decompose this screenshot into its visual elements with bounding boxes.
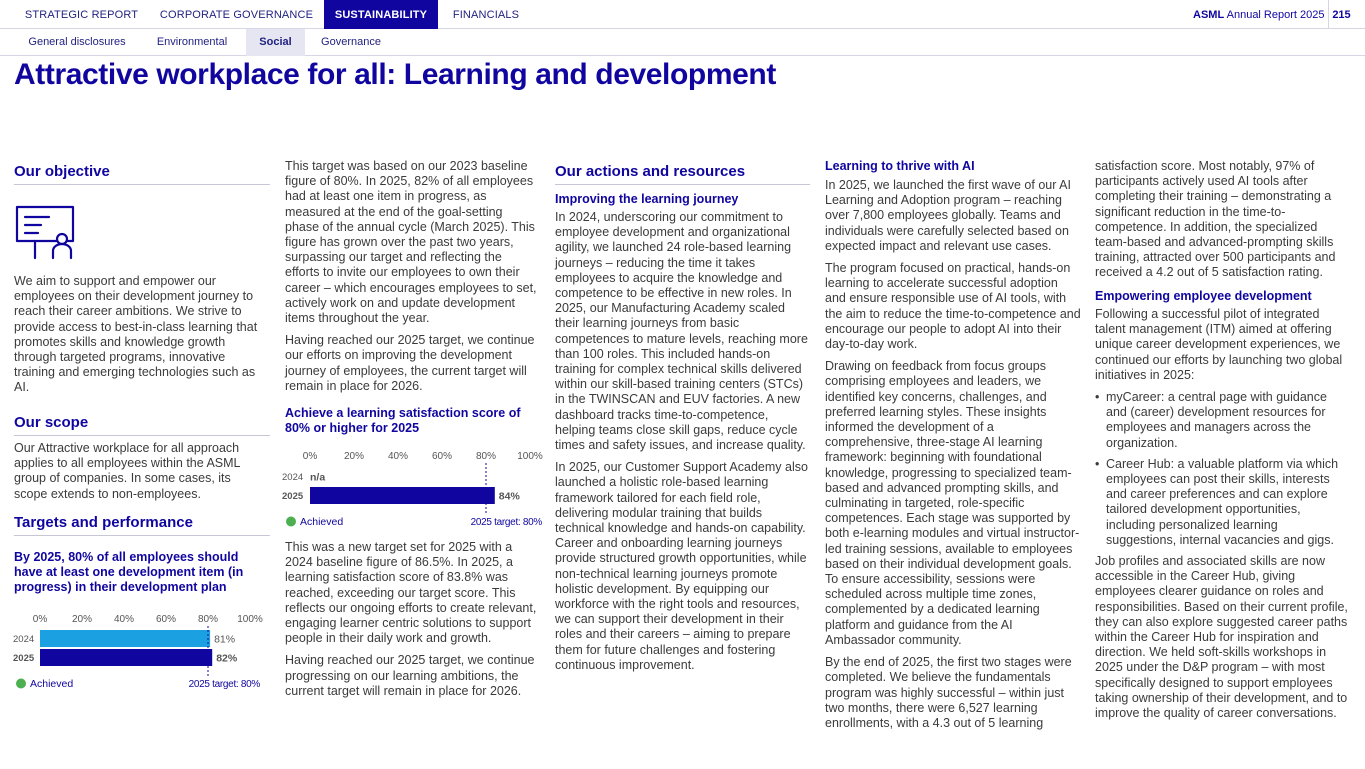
tick-label: 100% bbox=[517, 451, 543, 462]
objective-text: We aim to support and empower our employees on their development journey to reach their career ambitions. We strive to provide access to best-in-class learning that promotes skills and knowledge growth through targeted programs, innovative training and emerging technologies such as AI. bbox=[14, 274, 258, 395]
subtab-social[interactable]: Social bbox=[246, 29, 305, 56]
bar bbox=[40, 649, 212, 666]
tick-label: 100% bbox=[237, 614, 263, 625]
list-item: • myCareer: a central page with guidance and (career) development resources for employees and managers across the organization. bbox=[1095, 390, 1351, 451]
col2-body-2 bbox=[285, 540, 537, 706]
achieved-status-icon bbox=[16, 679, 26, 689]
report-title bbox=[1193, 0, 1324, 29]
col5-paragraph: Following a successful pilot of integrated talent management (ITM) aimed at offering unique career development experiences, we continued our efforts by launching two global initiatives in 2025: bbox=[1095, 307, 1343, 382]
subtab-general-disclosures[interactable]: General disclosures bbox=[28, 36, 126, 48]
col4-paragraph: The program focused on practical, hands-on learning to accelerate successful adoption and ensure responsible use of AI tools, with the aim to reduce the time-to-competence and encourage our people to adopt AI into their day-to-day work. bbox=[825, 261, 1081, 352]
achieved-status-icon bbox=[286, 517, 296, 527]
value-label: n/a bbox=[310, 471, 326, 484]
tab-sustainability[interactable]: SUSTAINABILITY bbox=[324, 0, 438, 29]
target1-title: By 2025, 80% of all employees should have at least one development item (in progress) in their development plan bbox=[14, 550, 244, 594]
category-label: 2024 bbox=[282, 472, 304, 483]
category-label: 2025 bbox=[13, 653, 35, 664]
col5-paragraph: satisfaction score. Most notably, 97% of participants actively used AI tools after completing their training – demonstrating a significant reduction in the time-to-competence. In addition, the specialized team-based and advanced-prompting skills training, attracted over 500 participants and received a 4.2 out of 5 satisfaction rating. bbox=[1095, 159, 1336, 280]
subtab-governance[interactable]: Governance bbox=[321, 36, 381, 48]
list-item: • Career Hub: a valuable platform via which employees can post their skills, interests and career preferences and can explore tailored development opportunities, including personalized learning suggestions, internal vacancies and gigs. bbox=[1095, 457, 1351, 548]
scope-heading: Our scope bbox=[14, 414, 270, 436]
col2-paragraph: This was a new target set for 2025 with a 2024 baseline figure of 86.5%. In 2025, a learning satisfaction score of 83.8% was reached, exceeding our target score. This reflects our ongoing efforts to create relevant, engaging learner centric solutions to support people in their daily work and growth. bbox=[285, 540, 537, 646]
category-label: 2024 bbox=[13, 634, 35, 645]
learning-journey-subheading: Improving the learning journey bbox=[555, 192, 739, 206]
tick-label: 20% bbox=[343, 451, 365, 462]
tick-label: 40% bbox=[113, 614, 135, 625]
col5-paragraph: Job profiles and associated skills are now accessible in the Career Hub, giving employees clearer guidance on roles and responsibilities. Based on their current profile, they can also explore suggested career paths within the Career Hub for inspiration and direction. We held soft-skills workshops in 2025 under the D&P program – with most specifically designed to support employees taking ownership of their development, and to improve the quality of career conversations. bbox=[1095, 554, 1348, 721]
tick-label: 0% bbox=[302, 451, 318, 462]
tick-label: 20% bbox=[71, 614, 93, 625]
achieved-label: Achieved bbox=[300, 516, 344, 528]
target-label: 2025 target: 80% bbox=[470, 517, 542, 528]
col3-paragraph: In 2025, our Customer Support Academy also launched a holistic role-based learning framework tailored for each field role, delivering modular training that builds technical knowledge and hands-on capability. Career and onboarding learning journeys provide structured growth opportunities, while non-technical learning journeys promote holistic development. By equipping our workforce with the right tools and resources, we can support their development in their roles and their careers – aiming to prepare them for future challenges and fostering continuous improvement. bbox=[555, 460, 808, 672]
development-item-chart bbox=[0, 606, 275, 696]
tick-label: 80% bbox=[475, 451, 497, 462]
achieved-label: Achieved bbox=[30, 678, 74, 690]
tick-label: 60% bbox=[155, 614, 177, 625]
page-number: 215 bbox=[1328, 0, 1354, 29]
col3-body bbox=[555, 210, 811, 680]
col4-paragraph: In 2025, we launched the first wave of our AI Learning and Adoption program – reaching over 7,800 employees globally. Teams and individuals were carefully selected based on expected impact and relevant use cases. bbox=[825, 178, 1071, 253]
subtab-environmental[interactable]: Environmental bbox=[156, 36, 228, 48]
col4-body bbox=[825, 178, 1081, 738]
tab-corporate-governance[interactable]: CORPORATE GOVERNANCE bbox=[159, 9, 314, 21]
tick-label: 0% bbox=[32, 614, 48, 625]
col2-paragraph: Having reached our 2025 target, we continue progressing on our learning ambitions, the current target will remain in place for 2026. bbox=[285, 653, 535, 698]
col4-paragraph: By the end of 2025, the first two stages were completed. We believe the fundamentals program was highly successful – within just two months, there were 6,527 learning enrollments, with a 4.3 out of 5 learning bbox=[825, 655, 1072, 730]
value-label: 82% bbox=[216, 652, 238, 665]
col5-body-2 bbox=[1095, 307, 1351, 728]
employee-development-subheading: Empowering employee development bbox=[1095, 289, 1312, 303]
col5-body-1 bbox=[1095, 159, 1351, 288]
targets-heading: Targets and performance bbox=[14, 514, 270, 536]
presentation-icon bbox=[14, 204, 78, 260]
page-title: Attractive workplace for all: Learning and development bbox=[14, 58, 776, 91]
scope-text: Our Attractive workplace for all approach applies to all employees within the ASML group of companies. In some cases, its scope extends to non-employees. bbox=[14, 441, 241, 501]
tick-label: 60% bbox=[431, 451, 453, 462]
target-label: 2025 target: 80% bbox=[188, 679, 260, 690]
category-label: 2025 bbox=[282, 491, 304, 502]
col2-paragraph: Having reached our 2025 target, we continue our efforts on improving the development journey of employees, the current target will remain in place for 2026. bbox=[285, 333, 535, 393]
report-name: Annual Report 2025 bbox=[1226, 9, 1325, 21]
tick-label: 80% bbox=[197, 614, 219, 625]
top-nav bbox=[0, 0, 1365, 29]
col2-body-1 bbox=[285, 159, 537, 401]
tab-financials[interactable]: FINANCIALS bbox=[452, 9, 520, 21]
value-label: 81% bbox=[214, 633, 236, 646]
tick-label: 40% bbox=[387, 451, 409, 462]
bar bbox=[310, 487, 495, 504]
learning-satisfaction-chart bbox=[270, 444, 550, 532]
col4-paragraph: Drawing on feedback from focus groups comprising employees and leaders, we identified key concerns, challenges, and preferred learning styles. These insights informed the development of a comprehensive, three-stage AI learning framework: beginning with foundational knowledge, progressing to specialized team-based and advanced prompting skills, and culminating in targeted, role-specific competences. Each stage was supported by both e-learning modules and virtual instructor-led training sessions, available to employees based on their individual development goals. To ensure accessibility, sessions were scheduled across multiple time zones, complemented by a dedicated learning platform and guidance from the AI Ambassador community. bbox=[825, 359, 1080, 647]
sub-nav bbox=[0, 29, 1365, 56]
bar bbox=[40, 630, 210, 647]
col3-paragraph: In 2024, underscoring our commitment to employee development and organizational agility, we launched 24 role-based learning journeys – reducing the time it takes employees to acquire the knowledge and competence to be effective in new roles. In 2025, our Manufacturing Academy scaled their learning journeys from basic competences to mature levels, reaching more than 100 roles. This included hands-on training for complex technical skills delivered within our skill-based training centers (STCs) in the TWINSCAN and EUV factories. A new dashboard tracks time-to-competence, helping teams close skill gaps, reduce cycle times and safety issues, and increase quality. bbox=[555, 210, 808, 453]
value-label: 84% bbox=[498, 490, 520, 503]
tab-strategic-report[interactable]: STRATEGIC REPORT bbox=[24, 9, 139, 21]
brand-name: ASML bbox=[1193, 9, 1225, 21]
objective-heading: Our objective bbox=[14, 163, 270, 185]
target2-title: Achieve a learning satisfaction score of 80% or higher for 2025 bbox=[285, 406, 521, 435]
col2-paragraph: This target was based on our 2023 baseline figure of 80%. In 2025, 82% of all employees had at least one item in progress, as measured at the end of the goal-setting phase of the annual cycle (March 2025). This figure has grown over the past two years, surpassing our target and reflecting the efforts to invite our employees to own their career – which encourages employees to set, actively work on and update development items throughout the year. bbox=[285, 159, 537, 326]
ai-learning-subheading: Learning to thrive with AI bbox=[825, 159, 975, 173]
actions-heading: Our actions and resources bbox=[555, 163, 810, 185]
